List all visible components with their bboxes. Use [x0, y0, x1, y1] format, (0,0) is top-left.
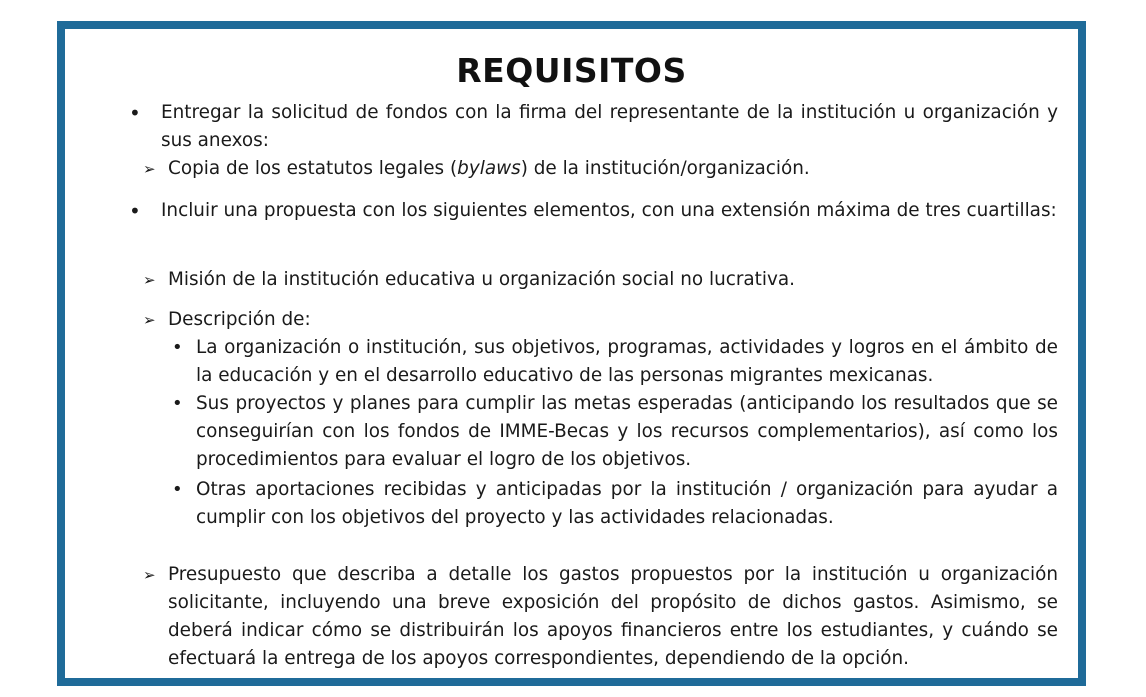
list-item — [143, 306, 1058, 334]
bullet-icon: • — [172, 479, 183, 500]
list-item-text: Otras aportaciones recibidas y anticipadas por la institución / organización para ayudar a cumplir con los objetivos del proyecto y las actividades relacionadas. — [196, 479, 1058, 528]
arrow-icon: ➢ — [143, 566, 156, 584]
list-item-text: Sus proyectos y planes para cumplir las metas esperadas (anticipando los resultados que se conseguirían con los fondos de IMME-Becas y los recursos complementarios), así como los procedimientos para evaluar el logro de los objetivos. — [196, 393, 1058, 470]
arrow-icon: ➢ — [143, 271, 156, 289]
bullet-icon: • — [172, 393, 183, 414]
list-item-text-italic: bylaws — [457, 158, 521, 179]
list-item-text: Presupuesto que describa a detalle los gastos propuestos por la institución u organización solicitante, incluyendo una breve exposición del propósito de dichos gastos. Asimismo, se deberá indicar cómo se distribuirán los apoyos financieros entre los estudiantes, y cuándo se efectuará la entrega de los apoyos correspondientes, dependiendo de la opción. — [168, 564, 1058, 669]
page-title: REQUISITOS — [456, 51, 687, 90]
list-item — [143, 561, 1058, 673]
list-item-text: Descripción de: — [168, 309, 311, 330]
list-item — [129, 197, 1058, 225]
list-item-text: La organización o institución, sus objetivos, programas, actividades y logros en el ámbito de la educación y en el desarrollo educativo de las personas migrantes mexicanas. — [196, 337, 1058, 386]
bullet-icon: • — [129, 199, 141, 223]
requirements-box — [57, 21, 1086, 686]
list-item-text: ) de la institución/organización. — [520, 158, 810, 179]
list-item-text: Incluir una propuesta con los siguientes elementos, con una extensión máxima de tres cuartillas: — [161, 200, 1057, 221]
list-item — [172, 390, 1058, 474]
bullet-icon: • — [172, 337, 183, 358]
list-item — [129, 99, 1058, 155]
list-item — [143, 266, 1058, 294]
arrow-icon: ➢ — [143, 160, 156, 178]
list-item-text: Copia de los estatutos legales ( — [168, 158, 458, 179]
list-item — [172, 334, 1058, 390]
list-item — [143, 155, 1058, 183]
list-item-text: Entregar la solicitud de fondos con la firma del representante de la institución u organización y sus anexos: — [161, 102, 1058, 151]
arrow-icon: ➢ — [143, 311, 156, 329]
bullet-icon: • — [129, 101, 141, 125]
list-item-text: Misión de la institución educativa u organización social no lucrativa. — [168, 269, 795, 290]
list-item — [172, 476, 1058, 532]
